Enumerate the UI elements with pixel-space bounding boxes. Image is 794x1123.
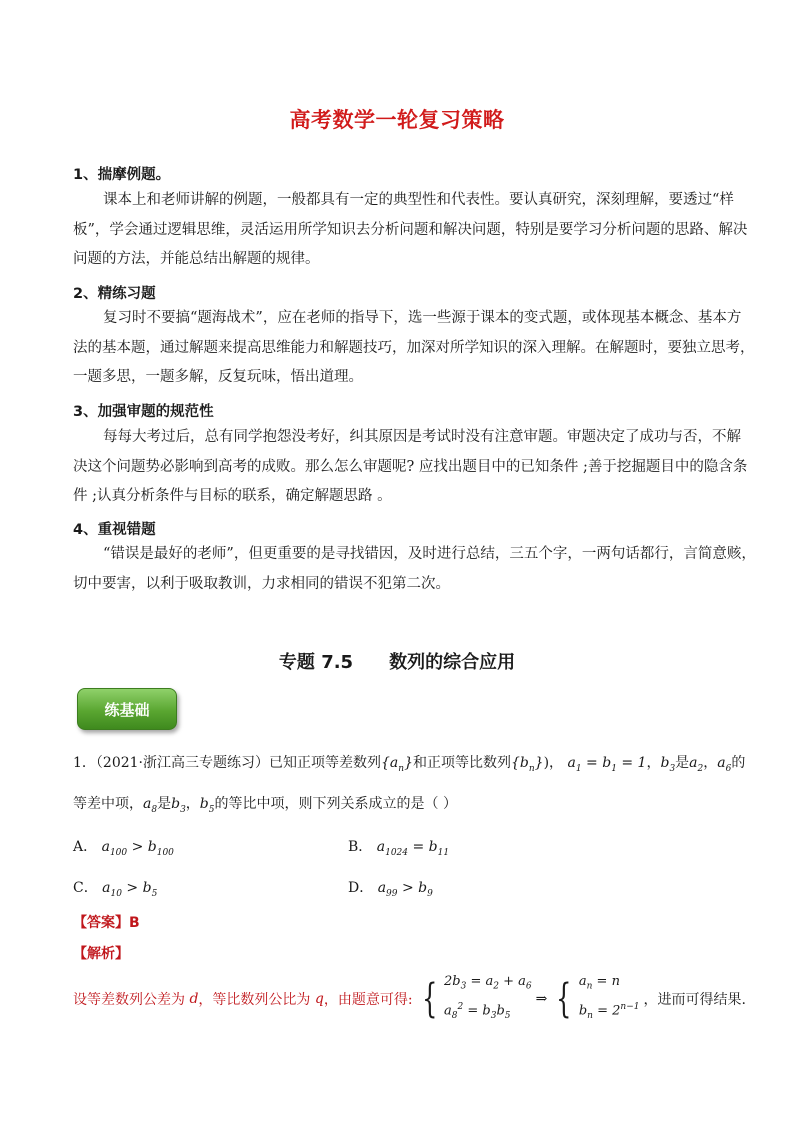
text-line: 件 ;认真分析条件与目标的联系，确定解题思路 。	[73, 488, 392, 504]
solution-text: ，由题意可得:	[323, 991, 413, 1008]
text-line: 决这个问题势必影响到高考的成败。那么怎么审题呢? 应找出题目中的已知条件 ;善于挖掘题目中的隐含条	[73, 458, 748, 475]
section-heading-1: 1、揣摩例题。	[73, 167, 171, 183]
question-text: ，	[185, 796, 200, 812]
section-heading-3: 3、加强审题的规范性	[73, 404, 214, 420]
option-label: C．	[73, 880, 98, 896]
topic-name: 数列的综合应用	[389, 652, 516, 673]
solution-text: ，等比数列公比为	[198, 991, 311, 1008]
question-text: 是	[157, 796, 172, 812]
question-line-1: 1．（2021·浙江高三专题练习）已知正项等差数列$\{a_n\}$和正项等比数列$\{b_n\}$)， $a_1 = b_1 = 1$，$b_3$是$a_2$，$a_6$的	[73, 755, 746, 774]
option-b[interactable]: B． $a_{1024} = b_{11}$	[348, 839, 450, 858]
text-line: 复习时不要搞“题海战术”，应在老师的指导下，选一些源于课本的变式题，或体现基本概念、基本方	[103, 310, 742, 326]
topic-subtitle	[0, 648, 794, 674]
equation-system-1: { $2b_3 = a_2 + a_6$ $a_8^2 = b_3b_5$	[421, 974, 532, 1022]
text-line: 课本上和老师讲解的例题，一般都具有一定的典型性和代表性。要认真研究，深刻理解，要透过“样	[103, 192, 734, 208]
question-text: ，	[646, 755, 661, 771]
analysis-label: 【解析】	[73, 946, 129, 962]
question-text: 1．（2021·浙江高三专题练习）已知正项等差数列	[73, 755, 381, 771]
text-line: 一题多思，一题多解，反复玩味，悟出道理。	[73, 369, 363, 385]
option-label: A．	[73, 839, 98, 855]
section-body-2	[73, 304, 755, 393]
section-body-4	[73, 540, 756, 599]
solution-line: 设等差数列公差为 d ，等比数列公比为 q ，由题意可得: { $2b_3 = a_2 + a_6$ $a_8^2 = b_3b_5$ ⇒ { $a_n = n$ $b_n = 2^{n-1}$ ，进而可得结果.	[73, 972, 746, 1026]
option-c[interactable]: C． $a_{10} > b_5$	[73, 880, 158, 899]
question-text: 的等比中项，则下列关系成立的是（ ）	[214, 796, 457, 812]
option-label: B．	[348, 839, 373, 855]
question-text: ，	[549, 755, 564, 771]
question-text: 和正项等比数列	[412, 755, 511, 771]
text-line: 板”，学会通过逻辑思维，灵活运用所学知识去分析问题和解决问题，特别是要学习分析问题的思路、解决	[73, 221, 748, 238]
practice-basics-badge: 练基础	[77, 688, 177, 730]
page-title: 高考数学一轮复习策略	[289, 108, 505, 132]
text-line: “错误是最好的老师”，但更重要的是寻找错因，及时进行总结，三五个字，一两句话都行，言简意赅，	[103, 546, 756, 562]
question-text: ，	[703, 755, 718, 771]
option-a[interactable]: A． $a_{100} > b_{100}$	[73, 839, 174, 858]
question-text: 等差中项，	[73, 796, 143, 812]
option-d[interactable]: D． $a_{99} > b_9$	[348, 880, 433, 899]
question-text: 是	[675, 755, 690, 771]
section-heading-4: 4、重视错题	[73, 522, 156, 538]
option-label: D．	[348, 880, 374, 896]
implies-symbol: ⇒	[535, 990, 548, 1007]
solution-text: ，进而可得结果.	[643, 991, 746, 1008]
solution-text: 设等差数列公差为	[73, 991, 185, 1008]
topic-number: 专题 7.5	[278, 652, 354, 673]
equation-system-2: { $a_n = n$ $b_n = 2^{n-1}$	[556, 974, 640, 1022]
section-body-3	[73, 423, 748, 512]
question-line-2: 等差中项，$a_8$是$b_3$，$b_5$的等比中项，则下列关系成立的是（ ）	[73, 796, 457, 815]
text-line: 法的基本题，通过解题来提高思维能力和解题技巧，加深对所学知识的深入理解。在解题时，要独立思考，	[73, 339, 755, 356]
question-text: 的	[731, 755, 746, 771]
answer-label: 【答案】B	[73, 915, 140, 931]
section-body-1	[73, 186, 748, 275]
text-line: 每每大考过后，总有同学抱怨没考好，纠其原因是考试时没有注意审题。审题决定了成功与否，不解	[103, 429, 741, 445]
text-line: 问题的方法，并能总结出解题的规律。	[73, 251, 320, 267]
section-heading-2: 2、精练习题	[73, 286, 156, 302]
text-line: 切中要害，以利于吸取教训，力求相同的错误不犯第二次。	[73, 575, 450, 592]
